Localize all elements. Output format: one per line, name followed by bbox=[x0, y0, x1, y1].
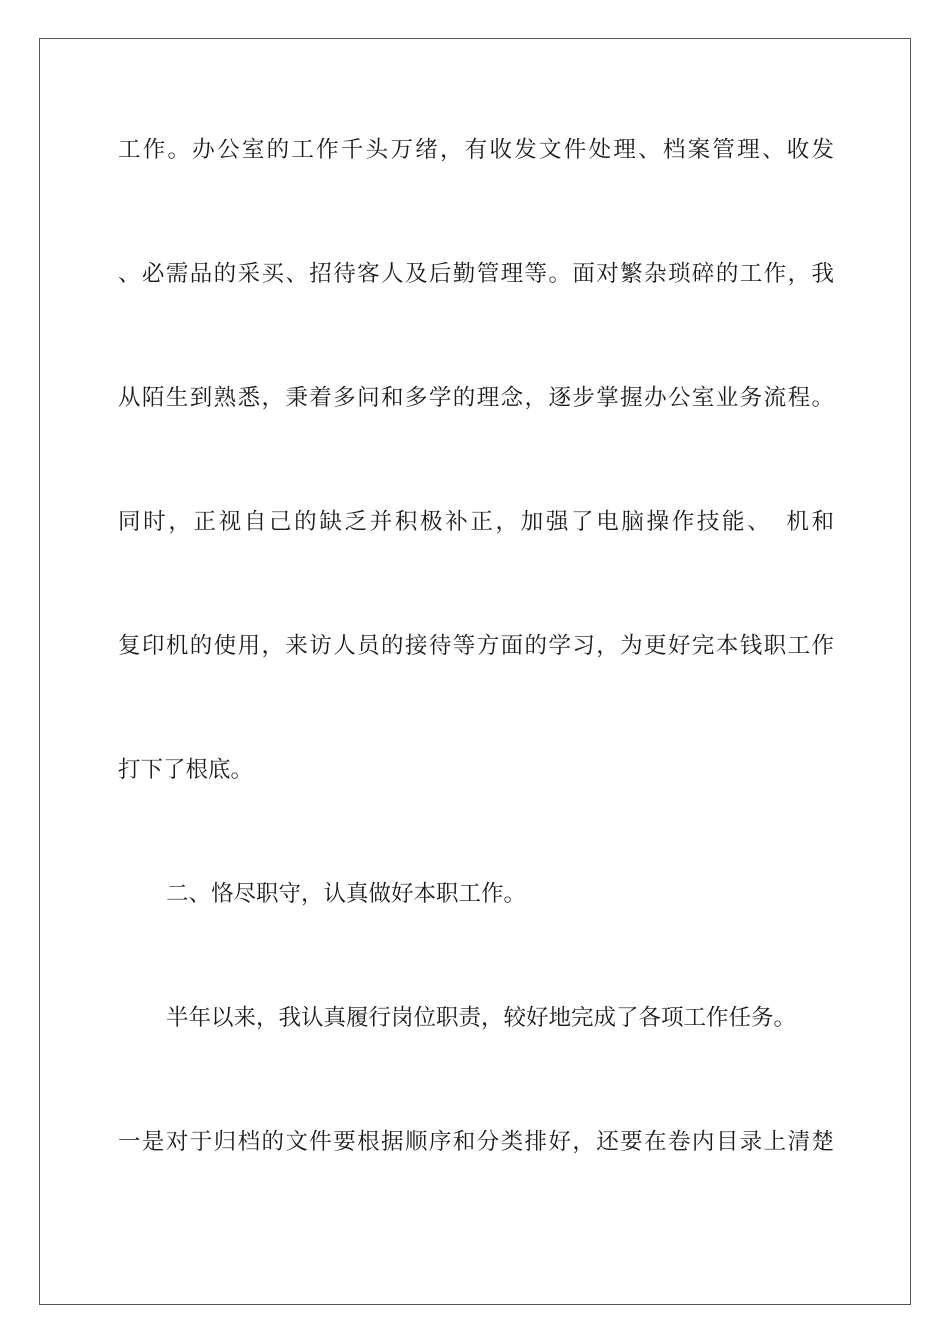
body-text-line-2: 、必需品的采买、招待客人及后勤管理等。面对繁杂琐碎的工作，我 bbox=[118, 261, 834, 287]
body-text-line-9: 一是对于归档的文件要根据顺序和分类排好，还要在卷内目录上清楚 bbox=[118, 1129, 834, 1155]
body-text-line-1: 工作。办公室的工作千头万绪，有收发文件处理、档案管理、收发 bbox=[118, 137, 834, 163]
body-text-line-6: 打下了根底。 bbox=[118, 757, 254, 783]
page-border bbox=[39, 38, 911, 1305]
section-heading: 二、恪尽职守，认真做好本职工作。 bbox=[166, 881, 527, 907]
paragraph-first-line: 半年以来，我认真履行岗位职责，较好地完成了各项工作任务。 bbox=[166, 1005, 797, 1031]
body-text-line-3: 从陌生到熟悉，秉着多问和多学的理念，逐步掌握办公室业务流程。 bbox=[118, 385, 834, 411]
body-text-line-4: 同时，正视自己的缺乏并积极补正，加强了电脑操作技能、 机和 bbox=[118, 509, 834, 535]
body-text-line-5: 复印机的使用，来访人员的接待等方面的学习，为更好完本钱职工作 bbox=[118, 633, 834, 659]
